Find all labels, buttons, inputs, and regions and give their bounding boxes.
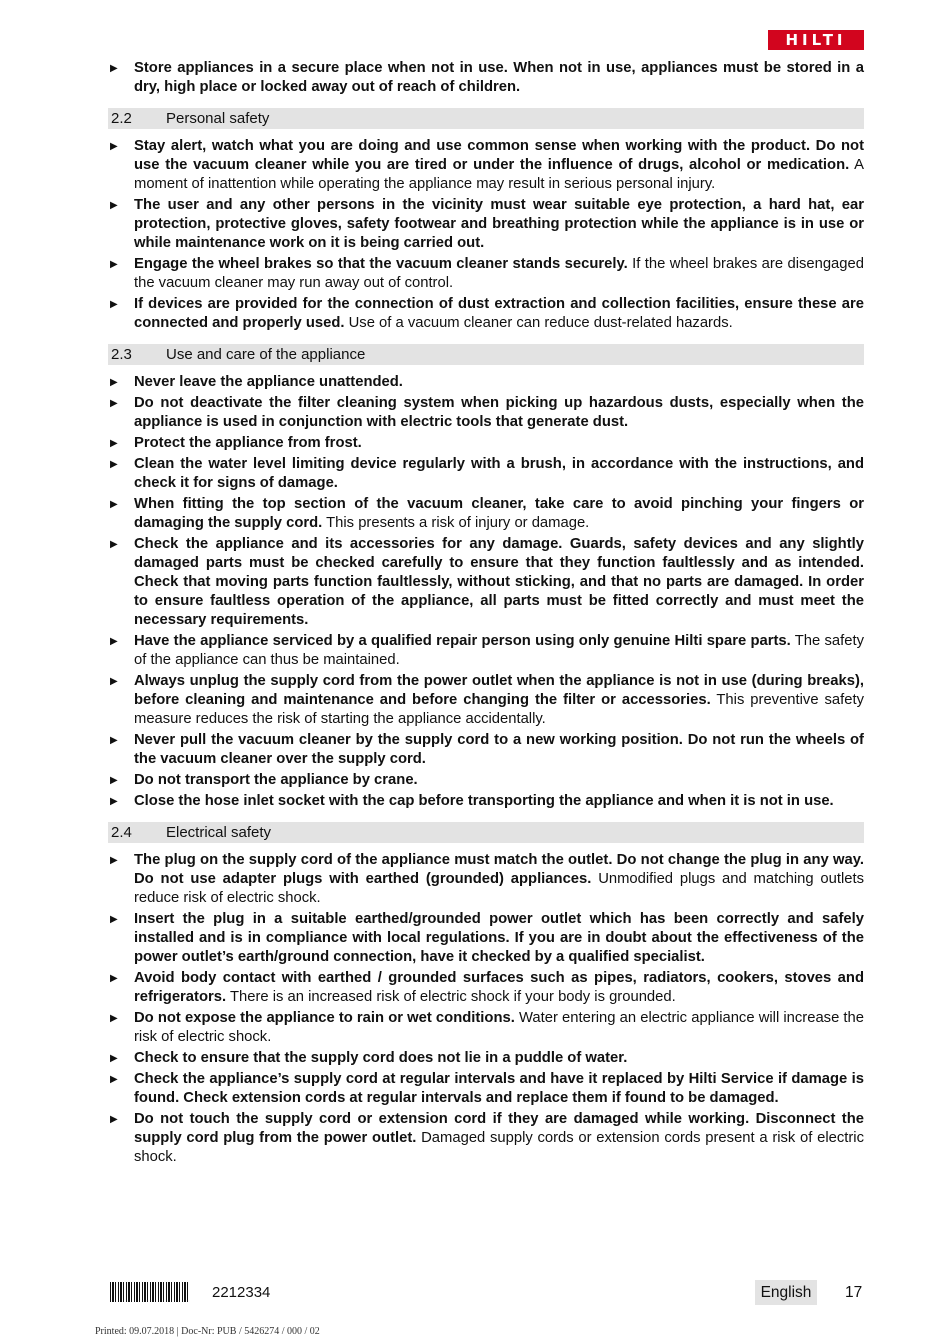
bullet-icon: ▶	[110, 914, 118, 925]
bullet-icon: ▶	[110, 539, 118, 550]
list-item	[108, 1009, 864, 1047]
bullet-icon: ▶	[110, 438, 118, 449]
item-normal-text: There is an increased risk of electric shock if your body is grounded.	[226, 989, 676, 1005]
item-normal-text: Unmodified plugs and matching outlets reduce risk of electric shock.	[134, 871, 864, 906]
bullet-icon: ▶	[110, 973, 118, 984]
bullet-icon: ▶	[110, 259, 118, 270]
bullet-icon: ▶	[110, 676, 118, 687]
bullet-icon: ▶	[110, 377, 118, 388]
item-bold-text: Check the appliance’s supply cord at regular intervals and have it replaced by Hilti Service if damage is found. Check extension cords at regular intervals and replace them if found to be damaged.	[134, 1071, 864, 1106]
list-item	[108, 1049, 864, 1068]
item-normal-text: Use of a vacuum cleaner can reduce dust-related hazards.	[344, 315, 733, 331]
list-item	[108, 196, 864, 253]
item-bold-text: Close the hose inlet socket with the cap before transporting the appliance and when it is not in use.	[134, 793, 834, 809]
bullet-icon: ▶	[110, 1074, 118, 1085]
bullet-icon: ▶	[110, 855, 118, 866]
item-bold-text: If devices are provided for the connection of dust extraction and collection facilities, ensure these are connected and properly used.	[134, 296, 864, 331]
item-bold-text: Have the appliance serviced by a qualified repair person using only genuine Hilti spare parts.	[134, 633, 791, 649]
item-bold-text: Avoid body contact with earthed / grounded surfaces such as pipes, radiators, cookers, stoves and refrigerators.	[134, 970, 864, 1005]
item-bold-text: Engage the wheel brakes so that the vacuum cleaner stands securely.	[134, 256, 628, 272]
doc-number: 2212334	[212, 1284, 271, 1301]
item-normal-text: This preventive safety measure reduces the risk of starting the appliance accidentally.	[134, 692, 864, 727]
item-bold-text: The user and any other persons in the vicinity must wear suitable eye protection, a hard hat, ear protection, protective gloves, safety footwear and breathing protection while the appliance is in use or while maintenance work on it is being carried out.	[134, 197, 864, 251]
item-normal-text: A moment of inattention while operating the appliance may result in serious personal injury.	[134, 157, 864, 192]
bullet-icon: ▶	[110, 775, 118, 786]
item-normal-text: Damaged supply cords or extension cords present a risk of electric shock.	[134, 1130, 864, 1165]
section-title: Electrical safety	[166, 824, 272, 841]
item-normal-text: Water entering an electric appliance will increase the risk of electric shock.	[134, 1010, 865, 1045]
bullet-icon: ▶	[110, 735, 118, 746]
item-bold-text: When fitting the top section of the vacuum cleaner, take care to avoid pinching your fingers or damaging the supply cord.	[134, 496, 864, 531]
bullet-icon: ▶	[110, 636, 118, 647]
printed-note: Printed: 09.07.2018 | Doc-Nr: PUB / 5426274 / 000 / 02	[95, 1326, 320, 1337]
item-bold-text: Do not transport the appliance by crane.	[134, 772, 418, 788]
list-item	[108, 851, 864, 908]
item-normal-text: This presents a risk of injury or damage.	[322, 515, 590, 531]
list-item	[108, 495, 864, 533]
item-bold-text: The plug on the supply cord of the appliance must match the outlet. Do not change the plug in any way. Do not use adapter plugs with earthed (grounded) appliances.	[134, 852, 864, 887]
list-item	[108, 59, 864, 97]
bullet-icon: ▶	[110, 63, 118, 74]
item-normal-text: The safety of the appliance can thus be maintained.	[134, 633, 864, 668]
item-bold-text: Check the appliance and its accessories for any damage. Guards, safety devices and any slightly damaged parts must be checked carefully to ensure that they function faultlessly and as intended. Check that moving parts function faultlessly, without sticking, and that no parts are damaged. In order to ensure faultless operation of the appliance, all parts must be fitted correctly and must meet the necessary requirements.	[134, 536, 864, 628]
barcode	[110, 1282, 190, 1302]
bullet-icon: ▶	[110, 796, 118, 807]
list-item	[108, 373, 864, 392]
section-title: Use and care of the appliance	[166, 346, 366, 363]
bullet-icon: ▶	[110, 1013, 118, 1024]
section-title: Personal safety	[166, 110, 270, 127]
bullet-icon: ▶	[110, 398, 118, 409]
list-item	[108, 792, 864, 811]
section-header	[108, 108, 864, 129]
list-item	[108, 394, 864, 432]
bullet-icon: ▶	[110, 459, 118, 470]
bullet-icon: ▶	[110, 141, 118, 152]
section-number: 2.3	[111, 346, 132, 363]
list-item	[108, 137, 864, 194]
list-item	[108, 535, 864, 630]
item-bold-text: Always unplug the supply cord from the power outlet when the appliance is not in use (during breaks), before cleaning and maintenance and before changing the filter or accessories.	[134, 673, 864, 708]
list-item	[108, 632, 864, 670]
list-item	[108, 434, 864, 453]
list-item	[108, 771, 864, 790]
bullet-icon: ▶	[110, 1114, 118, 1125]
list-item	[108, 910, 864, 967]
language-label: English	[755, 1280, 817, 1305]
list-item	[108, 731, 864, 769]
list-item	[108, 969, 864, 1007]
list-item	[108, 255, 864, 293]
item-bold-text: Do not touch the supply cord or extension cord if they are damaged while working. Disconnect the supply cord plug from the power outlet.	[134, 1111, 864, 1146]
item-bold-text: Stay alert, watch what you are doing and use common sense when working with the product. Do not use the vacuum cleaner while you are tired or under the influence of drugs, alcohol or medication.	[134, 138, 864, 173]
bullet-icon: ▶	[110, 299, 118, 310]
section-header	[108, 344, 864, 365]
item-bold-text: Insert the plug in a suitable earthed/grounded power outlet which has been correctly and safely installed and is in compliance with local regulations. If you are in doubt about the effectiveness of the power outlet’s earth/ground connection, have it checked by a qualified specialist.	[134, 911, 864, 965]
item-bold-text: Never pull the vacuum cleaner by the supply cord to a new working position. Do not run the wheels of the vacuum cleaner over the supply cord.	[134, 732, 864, 767]
section-header	[108, 822, 864, 843]
item-bold-text: Store appliances in a secure place when not in use. When not in use, appliances must be stored in a dry, high place or locked away out of reach of children.	[134, 60, 864, 95]
bullet-icon: ▶	[110, 499, 118, 510]
item-bold-text: Do not deactivate the filter cleaning system when picking up hazardous dusts, especially when the appliance is used in conjunction with electric tools that generate dust.	[134, 395, 864, 430]
item-normal-text: If the wheel brakes are disengaged the vacuum cleaner may run away out of control.	[134, 256, 864, 291]
item-bold-text: Do not expose the appliance to rain or wet conditions.	[134, 1010, 515, 1026]
hilti-logo: HILTI	[768, 30, 864, 50]
list-item	[108, 455, 864, 493]
item-bold-text: Check to ensure that the supply cord does not lie in a puddle of water.	[134, 1050, 628, 1066]
list-item	[108, 1070, 864, 1108]
bullet-icon: ▶	[110, 200, 118, 211]
bullet-icon: ▶	[110, 1053, 118, 1064]
list-item	[108, 1110, 864, 1167]
item-bold-text: Clean the water level limiting device regularly with a brush, in accordance with the instructions, and check it for signs of damage.	[134, 456, 864, 491]
list-item	[108, 672, 864, 729]
item-bold-text: Protect the appliance from frost.	[134, 435, 362, 451]
section-number: 2.2	[111, 110, 132, 127]
item-bold-text: Never leave the appliance unattended.	[134, 374, 403, 390]
page-number: 17	[845, 1284, 863, 1301]
list-item	[108, 295, 864, 333]
section-number: 2.4	[111, 824, 132, 841]
document-body	[108, 59, 864, 1169]
